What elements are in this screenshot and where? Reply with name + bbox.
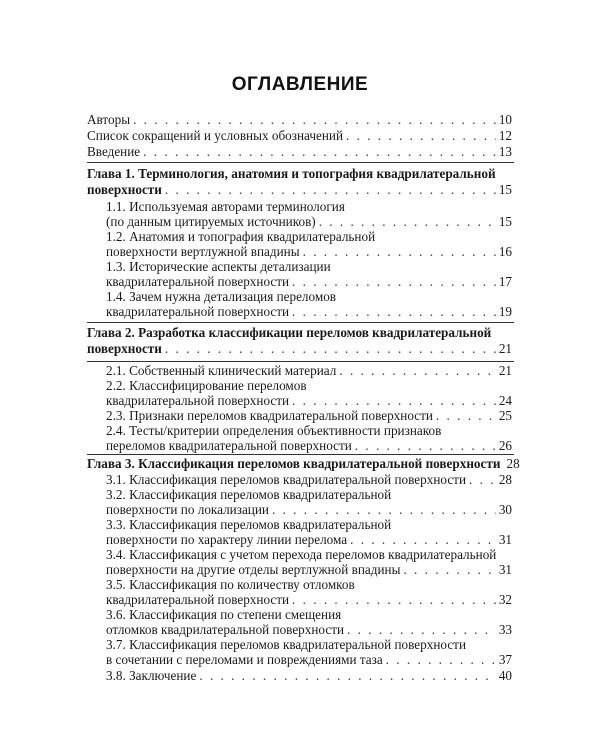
leader-dots [292, 393, 496, 408]
toc-entry-2-4-cont[interactable]: переломов квадрилатеральной поверхности . . . 26 [106, 438, 512, 453]
toc-entry-1-3-cont[interactable]: квадрилатеральной поверхности . . . 17 [106, 274, 512, 289]
toc-entry-authors[interactable]: Авторы . . . 10 [87, 112, 512, 127]
toc-entry-2-2[interactable]: 2.2. Классифицирование переломов [106, 378, 307, 393]
toc-entry-3-2[interactable]: 3.2. Классификация переломов квадрилатеральной [106, 487, 392, 502]
leader-dots [403, 562, 495, 577]
divider [87, 361, 514, 362]
leader-dots [292, 592, 496, 607]
toc-entry-3-1[interactable]: 3.1. Классификация переломов квадрилатеральной поверхности . . . 28 [106, 472, 512, 487]
leader-dots [436, 408, 496, 423]
chapter-2-title-cont[interactable]: поверхности . . . 21 [87, 341, 512, 356]
leader-dots [165, 182, 496, 197]
toc-entry-2-2-cont[interactable]: квадрилатеральной поверхности . . . 24 [106, 393, 512, 408]
toc-heading: ОГЛАВЛЕНИЕ [231, 74, 369, 95]
divider [87, 454, 514, 455]
toc-entry-1-3[interactable]: 1.3. Исторические аспекты детализации [106, 259, 331, 274]
toc-entry-introduction[interactable]: Введение . . . 13 [87, 144, 512, 159]
divider [87, 322, 514, 323]
toc-entry-3-3[interactable]: 3.3. Классификация переломов квадрилатеральной [106, 517, 392, 532]
toc-entry-3-5-cont[interactable]: квадрилатеральной поверхности . . . 32 [106, 592, 512, 607]
leader-dots [133, 112, 496, 127]
leader-dots [199, 668, 495, 683]
leader-dots [292, 304, 496, 319]
toc-entry-1-4[interactable]: 1.4. Зачем нужна детализация переломов [106, 289, 337, 304]
toc-entry-1-1-cont[interactable]: (по данным цитируемых источников) . . . 15 [106, 214, 512, 229]
leader-dots [165, 341, 496, 356]
chapter-2-title[interactable]: Глава 2. Разработка классификации переломов квадрилатеральной [87, 325, 492, 340]
leader-dots [469, 472, 496, 487]
toc-entry-abbreviations[interactable]: Список сокращений и условных обозначений . . . 12 [87, 128, 512, 143]
toc-entry-2-4[interactable]: 2.4. Тесты/критерии определения объективности признаков [106, 423, 442, 438]
chapter-1-title-cont[interactable]: поверхности . . . 15 [87, 182, 512, 197]
toc-entry-3-5[interactable]: 3.5. Классификация по количеству отломков [106, 577, 355, 592]
toc-entry-3-7-cont[interactable]: в сочетании с переломами и повреждениями таза . . . 37 [106, 652, 512, 667]
toc-entry-3-7[interactable]: 3.7. Классификация переломов квадрилатеральной поверхности [106, 637, 466, 652]
leader-dots [303, 244, 496, 259]
leader-dots [143, 144, 496, 159]
toc-entry-1-4-cont[interactable]: квадрилатеральной поверхности . . . 19 [106, 304, 512, 319]
toc-entry-1-2[interactable]: 1.2. Анатомия и топография квадрилатеральной [106, 229, 376, 244]
toc-entry-2-1[interactable]: 2.1. Собственный клинический материал . . . 21 [106, 363, 512, 378]
toc-entry-1-2-cont[interactable]: поверхности вертлужной впадины . . . 16 [106, 244, 512, 259]
toc-entry-1-1[interactable]: 1.1. Используемая авторами терминология [106, 199, 345, 214]
toc-entry-3-2-cont[interactable]: поверхности по локализации . . . 30 [106, 502, 512, 517]
toc-entry-3-6-cont[interactable]: отломков квадрилатеральной поверхности . . . 33 [106, 622, 512, 637]
leader-dots [339, 363, 495, 378]
leader-dots [350, 532, 496, 547]
chapter-1-title[interactable]: Глава 1. Терминология, анатомия и топография квадрилатеральной [87, 166, 496, 181]
leader-dots [355, 438, 496, 453]
chapter-3-title[interactable]: Глава 3. Классификация переломов квадрилатеральной поверхности 28 [87, 456, 520, 471]
toc-entry-3-4[interactable]: 3.4. Классификация с учетом перехода переломов квадрилатеральной [106, 547, 497, 562]
toc-entry-3-4-cont[interactable]: поверхности на другие отделы вертлужной впадины . . . 31 [106, 562, 512, 577]
toc-entry-2-3[interactable]: 2.3. Признаки переломов квадрилатеральной поверхности . . . 25 [106, 408, 512, 423]
toc-entry-3-8[interactable]: 3.8. Заключение . . . 40 [106, 668, 512, 683]
toc-entry-3-3-cont[interactable]: поверхности по характеру линии перелома . . . 31 [106, 532, 512, 547]
divider [87, 162, 514, 163]
leader-dots [346, 128, 496, 143]
leader-dots [319, 214, 496, 229]
leader-dots [292, 274, 496, 289]
leader-dots [386, 652, 496, 667]
leader-dots [347, 622, 496, 637]
toc-entry-3-6[interactable]: 3.6. Классификация по степени смещения [106, 607, 342, 622]
leader-dots [272, 502, 496, 517]
